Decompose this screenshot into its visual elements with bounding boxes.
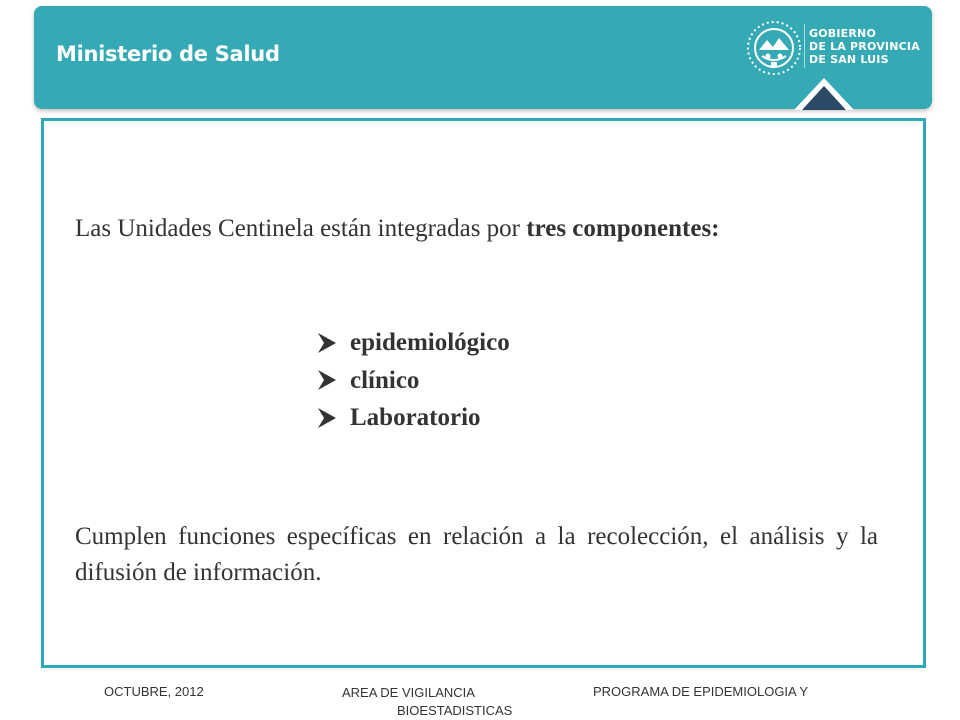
gov-line: GOBIERNO [809, 27, 876, 40]
gov-line: DE LA PROVINCIA [809, 40, 920, 53]
arrow-bullet-icon [318, 333, 336, 353]
arrow-bullet-icon [318, 408, 336, 428]
footer-area-line2: BIOESTADISTICAS [397, 703, 513, 718]
list-item [318, 324, 510, 362]
gov-line: DE SAN LUIS [809, 53, 889, 66]
list-item-label: Laboratorio [350, 404, 481, 431]
intro-text: Las Unidades Centinela están integradas por [75, 215, 527, 242]
footer-area-line1: AREA DE VIGILANCIA [342, 685, 475, 700]
footer-program: PROGRAMA DE EPIDEMIOLOGIA Y [593, 684, 809, 699]
logo-divider [804, 24, 805, 68]
intro-paragraph [75, 212, 878, 245]
conclusion-paragraph: Cumplen funciones específicas en relación a la recolección, el análisis y la difusión de información. [75, 523, 878, 586]
list-item [318, 399, 510, 437]
ministry-title: Ministerio de Salud [56, 42, 280, 66]
header-banner [34, 6, 932, 109]
list-item [318, 362, 510, 400]
footer-date: OCTUBRE, 2012 [104, 684, 204, 699]
list-item-label: clínico [350, 366, 420, 394]
government-label [809, 27, 920, 66]
decorative-triangle-icon [794, 76, 854, 110]
arrow-bullet-icon [318, 370, 336, 390]
components-list [318, 324, 510, 437]
province-emblem-icon [742, 16, 806, 80]
intro-emphasis: tres componentes: [526, 215, 720, 242]
list-item-label: epidemiológico [350, 329, 510, 356]
